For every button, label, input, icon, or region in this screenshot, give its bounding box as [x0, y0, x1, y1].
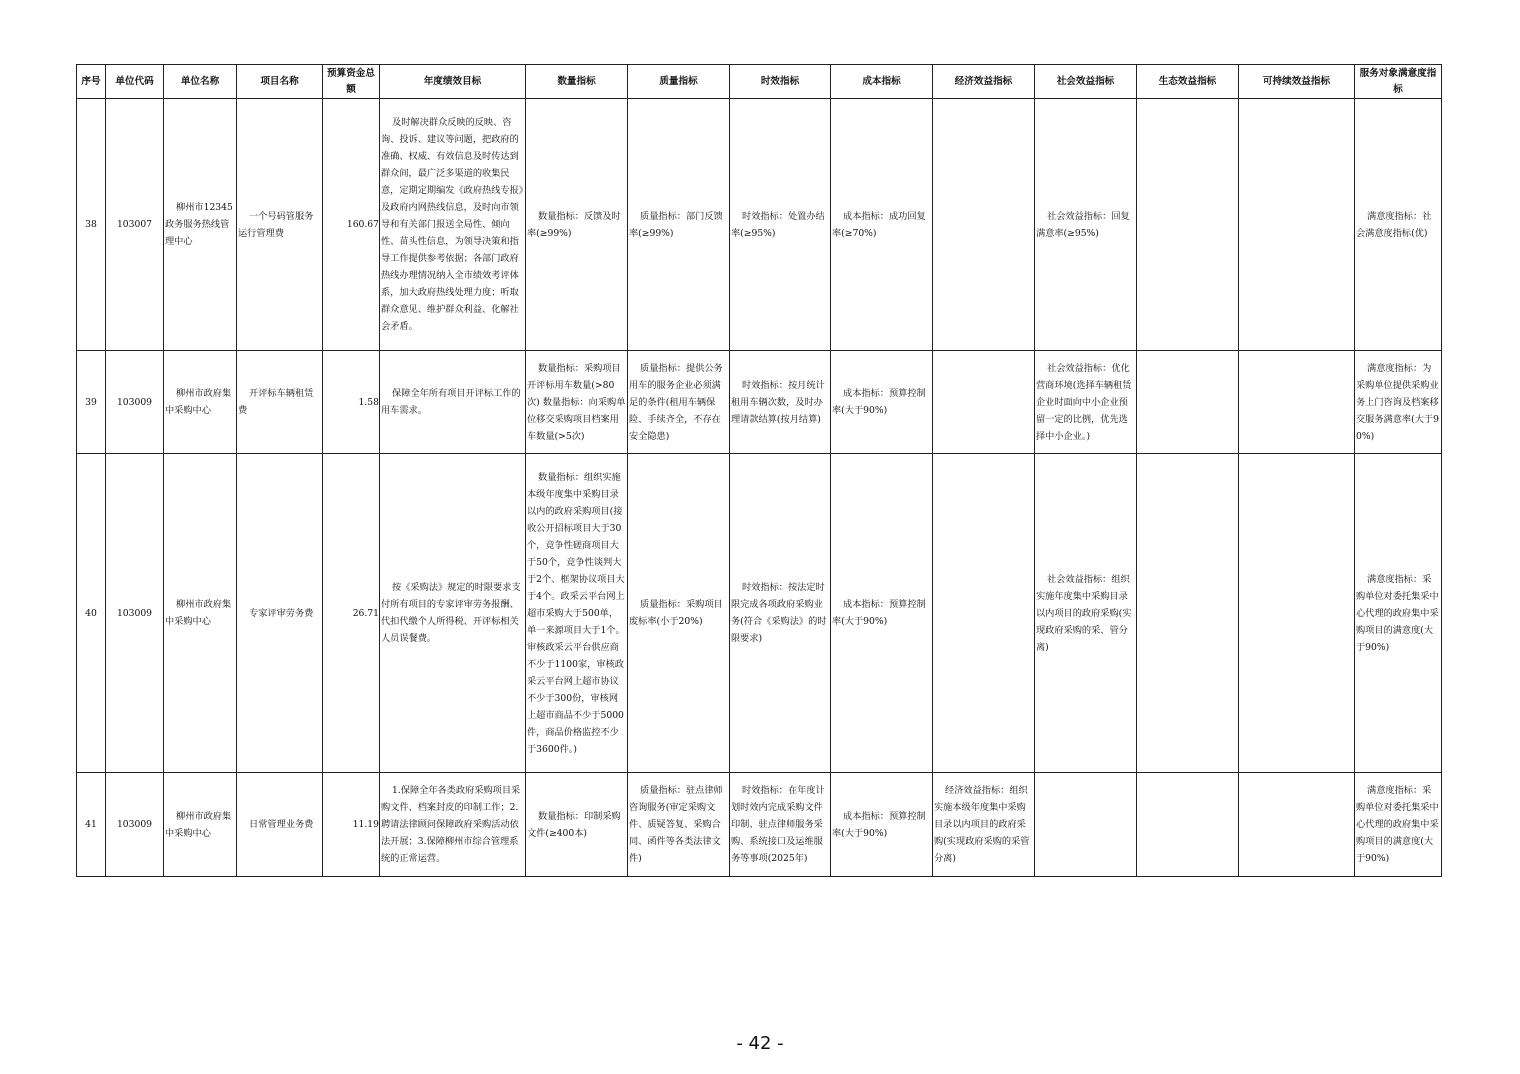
cell-unit-code: 103007 [106, 99, 164, 351]
header-project-name: 项目名称 [237, 65, 323, 99]
header-seq: 序号 [77, 65, 106, 99]
header-unit-name: 单位名称 [164, 65, 237, 99]
cell-timeliness: 时效指标：按月统计租用车辆次数，及时办理请款结算(按月结算) [730, 351, 831, 454]
cell-quantity: 数量指标：采购项目开评标用车数量(>80次) 数量指标：向采购单位移交采购项目档案用车数量(>5次) [526, 351, 628, 454]
cell-project-name: 开评标车辆租赁费 [237, 351, 323, 454]
cell-ecological [1137, 351, 1239, 454]
cell-cost: 成本指标：预算控制率(大于90%) [831, 773, 933, 877]
cell-satisfaction: 满意度指标：为采购单位提供采购业务上门咨询及档案移交服务满意率(大于90%) [1355, 351, 1442, 454]
table-header-row [77, 65, 1442, 99]
cell-sustainable [1239, 351, 1355, 454]
cell-project-name: 一个号码管服务运行管理费 [237, 99, 323, 351]
cell-quantity: 数量指标：印制采购文件(≥400本) [526, 773, 628, 877]
cell-social: 社会效益指标：组织实施年度集中采购目录以内项目的政府采购(实现政府采购的采、管分离) [1035, 454, 1137, 773]
cell-quality: 质量指标：提供公务用车的服务企业必须满足的条件(租用车辆保险、手续齐全，不存在安全隐患) [628, 351, 730, 454]
cell-annual-goal: 1.保障全年各类政府采购项目采购文件、档案封皮的印制工作；2.聘请法律顾问保障政府采购活动依法开展；3.保障柳州市综合管理系统的正常运营。 [380, 773, 526, 877]
cell-budget: 26.71 [323, 454, 380, 773]
cell-social: 社会效益指标：回复满意率(≥95%) [1035, 99, 1137, 351]
cell-economic [933, 351, 1035, 454]
cell-unit-name: 柳州市12345政务服务热线管理中心 [164, 99, 237, 351]
cell-economic: 经济效益指标：组织实施本级年度集中采购目录以内项目的政府采购(实现政府采购的采管分离) [933, 773, 1035, 877]
cell-unit-code: 103009 [106, 773, 164, 877]
cell-unit-name: 柳州市政府集中采购中心 [164, 773, 237, 877]
header-social: 社会效益指标 [1035, 65, 1137, 99]
cell-budget: 160.67 [323, 99, 380, 351]
cell-social: 社会效益指标：优化营商环境(选择车辆租赁企业时面向中小企业预留一定的比例，优先选择中小企业。) [1035, 351, 1137, 454]
header-satisfaction: 服务对象满意度指标 [1355, 65, 1442, 99]
cell-annual-goal: 及时解决群众反映的反映、咨询、投诉、建议等问题，把政府的准确、权威、有效信息及时传达到群众间，最广泛多渠道的收集民意，定期定期编发《政府热线专报》及政府内网热线信息，及时向市领导和有关部门报送全局性、倾向性、苗头性信息，为领导决策和指导工作提供参考依据；各部门政府热线办理情况纳入全市绩效考评体系，加大政府热线处理力度；听取群众意见、维护群众利益、化解社会矛盾。 [380, 99, 526, 351]
cell-ecological [1137, 773, 1239, 877]
cell-budget: 1.58 [323, 351, 380, 454]
cell-annual-goal: 保障全年所有项目开评标工作的用车需求。 [380, 351, 526, 454]
cell-satisfaction: 满意度指标：社会满意度指标(优) [1355, 99, 1442, 351]
cell-cost: 成本指标：预算控制率(大于90%) [831, 454, 933, 773]
cell-seq: 38 [77, 99, 106, 351]
header-cost: 成本指标 [831, 65, 933, 99]
cell-cost: 成本指标：预算控制率(大于90%) [831, 351, 933, 454]
cell-quantity: 数量指标：反馈及时率(≥99%) [526, 99, 628, 351]
cell-sustainable [1239, 99, 1355, 351]
cell-ecological [1137, 454, 1239, 773]
header-quantity: 数量指标 [526, 65, 628, 99]
table-row [77, 99, 1442, 351]
cell-economic [933, 99, 1035, 351]
cell-quantity: 数量指标：组织实施本级年度集中采购目录以内的政府采购项目(接收公开招标项目大于30个，竞争性磋商项目大于50个，竞争性谈判大于2个、框架协议项目大于4个。政采云平台网上超市采购大于500单，单一来源项目大于1个。审核政采云平台供应商不少于1100家，审核政采云平台网上超市协议不少于300份，审核网上超市商品不少于5000件，商品价格监控不少于3600件。) [526, 454, 628, 773]
table-row [77, 773, 1442, 877]
table-row [77, 454, 1442, 773]
header-unit-code: 单位代码 [106, 65, 164, 99]
cell-project-name: 专家评审劳务费 [237, 454, 323, 773]
header-timeliness: 时效指标 [730, 65, 831, 99]
cell-annual-goal: 按《采购法》规定的时限要求支付所有项目的专家评审劳务报酬、代扣代缴个人所得税、开评标相关人员误餐费。 [380, 454, 526, 773]
cell-quality: 质量指标：部门反馈率(≥99%) [628, 99, 730, 351]
performance-table-sheet [76, 64, 1441, 877]
cell-timeliness: 时效指标：处置办结率(≥95%) [730, 99, 831, 351]
cell-unit-name: 柳州市政府集中采购中心 [164, 351, 237, 454]
cell-unit-code: 103009 [106, 351, 164, 454]
cell-budget: 11.19 [323, 773, 380, 877]
cell-unit-code: 103009 [106, 454, 164, 773]
performance-table [76, 64, 1442, 877]
cell-cost: 成本指标：成功回复率(≥70%) [831, 99, 933, 351]
header-annual-goal: 年度绩效目标 [380, 65, 526, 99]
cell-seq: 40 [77, 454, 106, 773]
cell-seq: 39 [77, 351, 106, 454]
header-sustainable: 可持续效益指标 [1239, 65, 1355, 99]
cell-economic [933, 454, 1035, 773]
cell-ecological [1137, 99, 1239, 351]
cell-sustainable [1239, 454, 1355, 773]
cell-timeliness: 时效指标：按法定时限完成各项政府采购业务(符合《采购法》的时限要求) [730, 454, 831, 773]
cell-unit-name: 柳州市政府集中采购中心 [164, 454, 237, 773]
page-number: - 42 - [736, 1033, 784, 1054]
header-ecological: 生态效益指标 [1137, 65, 1239, 99]
cell-satisfaction: 满意度指标：采购单位对委托集采中心代理的政府集中采购项目的满意度(大于90%) [1355, 773, 1442, 877]
header-budget: 预算资金总额 [323, 65, 380, 99]
cell-quality: 质量指标：采购项目废标率(小于20%) [628, 454, 730, 773]
cell-quality: 质量指标：驻点律师咨询服务(审定采购文件、质疑答复、采购合同、函件等各类法律文件) [628, 773, 730, 877]
cell-social [1035, 773, 1137, 877]
cell-satisfaction: 满意度指标：采购单位对委托集采中心代理的政府集中采购项目的满意度(大于90%) [1355, 454, 1442, 773]
cell-timeliness: 时效指标：在年度计划时效内完成采购文件印制、驻点律师服务采购、系统接口及运维服务等事项(2025年) [730, 773, 831, 877]
cell-seq: 41 [77, 773, 106, 877]
header-quality: 质量指标 [628, 65, 730, 99]
table-row [77, 351, 1442, 454]
header-economic: 经济效益指标 [933, 65, 1035, 99]
cell-sustainable [1239, 773, 1355, 877]
cell-project-name: 日常管理业务费 [237, 773, 323, 877]
